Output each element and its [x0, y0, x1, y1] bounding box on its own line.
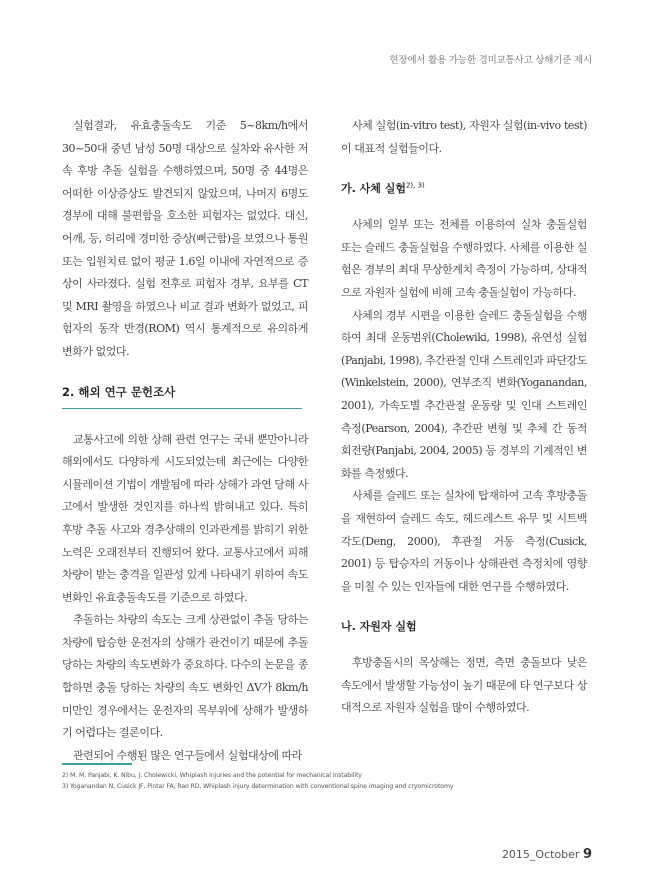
page-number: 9: [582, 847, 592, 862]
subsection-heading-cadaver: [341, 180, 587, 196]
body-paragraph: 사체의 일부 또는 전체를 이용하여 실차 충돌실험 또는 슬레드 충돌실험을 수행하였다. 사체를 이용한 실험은 경부의 최대 무상한계치 측정이 가능하며, 상대적으로 자원자 실험에 비해 고속 충돌실험이 가능하다.: [341, 218, 587, 299]
body-paragraph: 사체를 슬레드 또는 실차에 탑재하여 고속 후방충돌을 재현하여 슬레드 속도, 헤드레스트 유무 및 시트백 각도(Deng, 2000), 후관절 거동 측정(Cusick, 2001) 등 탑승자의 거동이나 상해관련 측정치에 영향을 미칠 수 있는 인자들에 대한 연구를 수행하였다.: [341, 489, 587, 593]
footnote-divider: [62, 763, 132, 765]
body-paragraph: 사체 실험(in-vitro test), 자원자 실험(in-vivo test)이 대표적 실험들이다.: [341, 119, 587, 155]
subsection-heading-text: 가. 사체 실험: [341, 182, 406, 196]
body-paragraph: 실험결과, 유효충돌속도 기준 5~8km/h에서 30~50대 중년 남성 50명 대상으로 실차와 유사한 저속 후방 추돌 실험을 수행하였으며, 50명 중 44명은 어떠한 이상증상도 발견되지 않았으며, 나머지 6명도 경부에 대해 불편함을 호소한 피험자는 없었다. 대신, 어깨, 등, 허리에 경미한 증상(뻐근함)을 보였으나 통원 또는 입원치료 없이 평균 1.6일 이내에 자연적으로 증상이 사라졌다. 실험 전후로 피험자 경부, 요부를 CT 및 MRI 촬영을 하였으나 비교 결과 변화가 없었고, 피험자의 동작 반경(ROM) 역시 통계적으로 유의하게 변화가 없었다.: [62, 119, 308, 358]
page-footer: [502, 847, 592, 862]
running-header: 현장에서 활용 가능한 경미교통사고 상해기준 제시: [389, 55, 592, 66]
footnote-ref: 2), 3): [405, 181, 425, 190]
issue-label: 2015_October: [501, 848, 580, 861]
body-paragraph: 후방충돌시의 목상해는 정면, 측면 충돌보다 낮은 속도에서 발생할 가능성이 높기 때문에 타 연구보다 상대적으로 자원자 실험을 많이 수행하였다.: [341, 656, 587, 715]
body-paragraph: 추돌하는 차량의 속도는 크게 상관없이 추돌 당하는 차량에 탑승한 운전자의 상해가 관건이기 때문에 추돌 당하는 차량의 속도변화가 중요하다. 다수의 논문을 종합하면 충돌 당하는 차량의 속도 변화인 ΔV가 8km/h 미만인 경우에서는 운전자의 목부위에 상해가 발생하기 어렵다는 결론이다.: [62, 613, 308, 740]
footnote-3: 3) Yoganandan N, Cusick JF, Pintar FA, Rao RD, Whiplash injury determination with conventional spine imaging and cryomicrotomy: [62, 783, 454, 790]
body-paragraph: 교통사고에 의한 상해 관련 연구는 국내 뿐만아니라 해외에서도 다양하게 시도되었는데 최근에는 다양한 시뮬레이션 기법이 개발됨에 따라 상해가 과연 당해 사고에서 발생한 것인지를 하나씩 밝혀내고 있다. 특히 후방 추돌 사고와 경추상해의 인과관계를 밝히기 위한 노력은 오래전부터 진행되어 왔다. 교통사고에서 피해차량이 받는 충격을 일관성 있게 나타내기 위하여 속도변화인 유효충돌속도를 기준으로 하였다.: [62, 432, 308, 604]
footnote-2: 2) M. M. Panjabi, K. Nibu, J. Cholewicki, Whiplash injuries and the potential for mechanical instability: [62, 772, 362, 779]
left-column: [62, 115, 308, 767]
right-column: [341, 115, 587, 720]
section-heading: 2. 해외 연구 문헌조사: [62, 384, 302, 409]
footnotes: [62, 770, 622, 792]
body-paragraph: 관련되어 수행된 많은 연구들에서 실험대상에 따라: [73, 748, 302, 762]
subsection-heading-volunteer: 나. 자원자 실험: [341, 620, 417, 634]
body-paragraph: 사체의 경부 시편을 이용한 슬레드 충돌실험을 수행하여 최대 운동범위(Cholewiki, 1998), 유연성 실험(Panjabi, 1998), 추간관절 인대 스트레인과 파단강도(Winkelstein, 2000), 연부조직 변화(Yoganandan, 2001), 가속도별 추간관절 운동량 및 인대 스트레인 측정(Pearson, 2004), 추간판 변형 및 추체 간 동적 회전량(Panjabi, 2004, 2005) 등 경부의 기계적인 변화를 측정했다.: [341, 308, 587, 480]
